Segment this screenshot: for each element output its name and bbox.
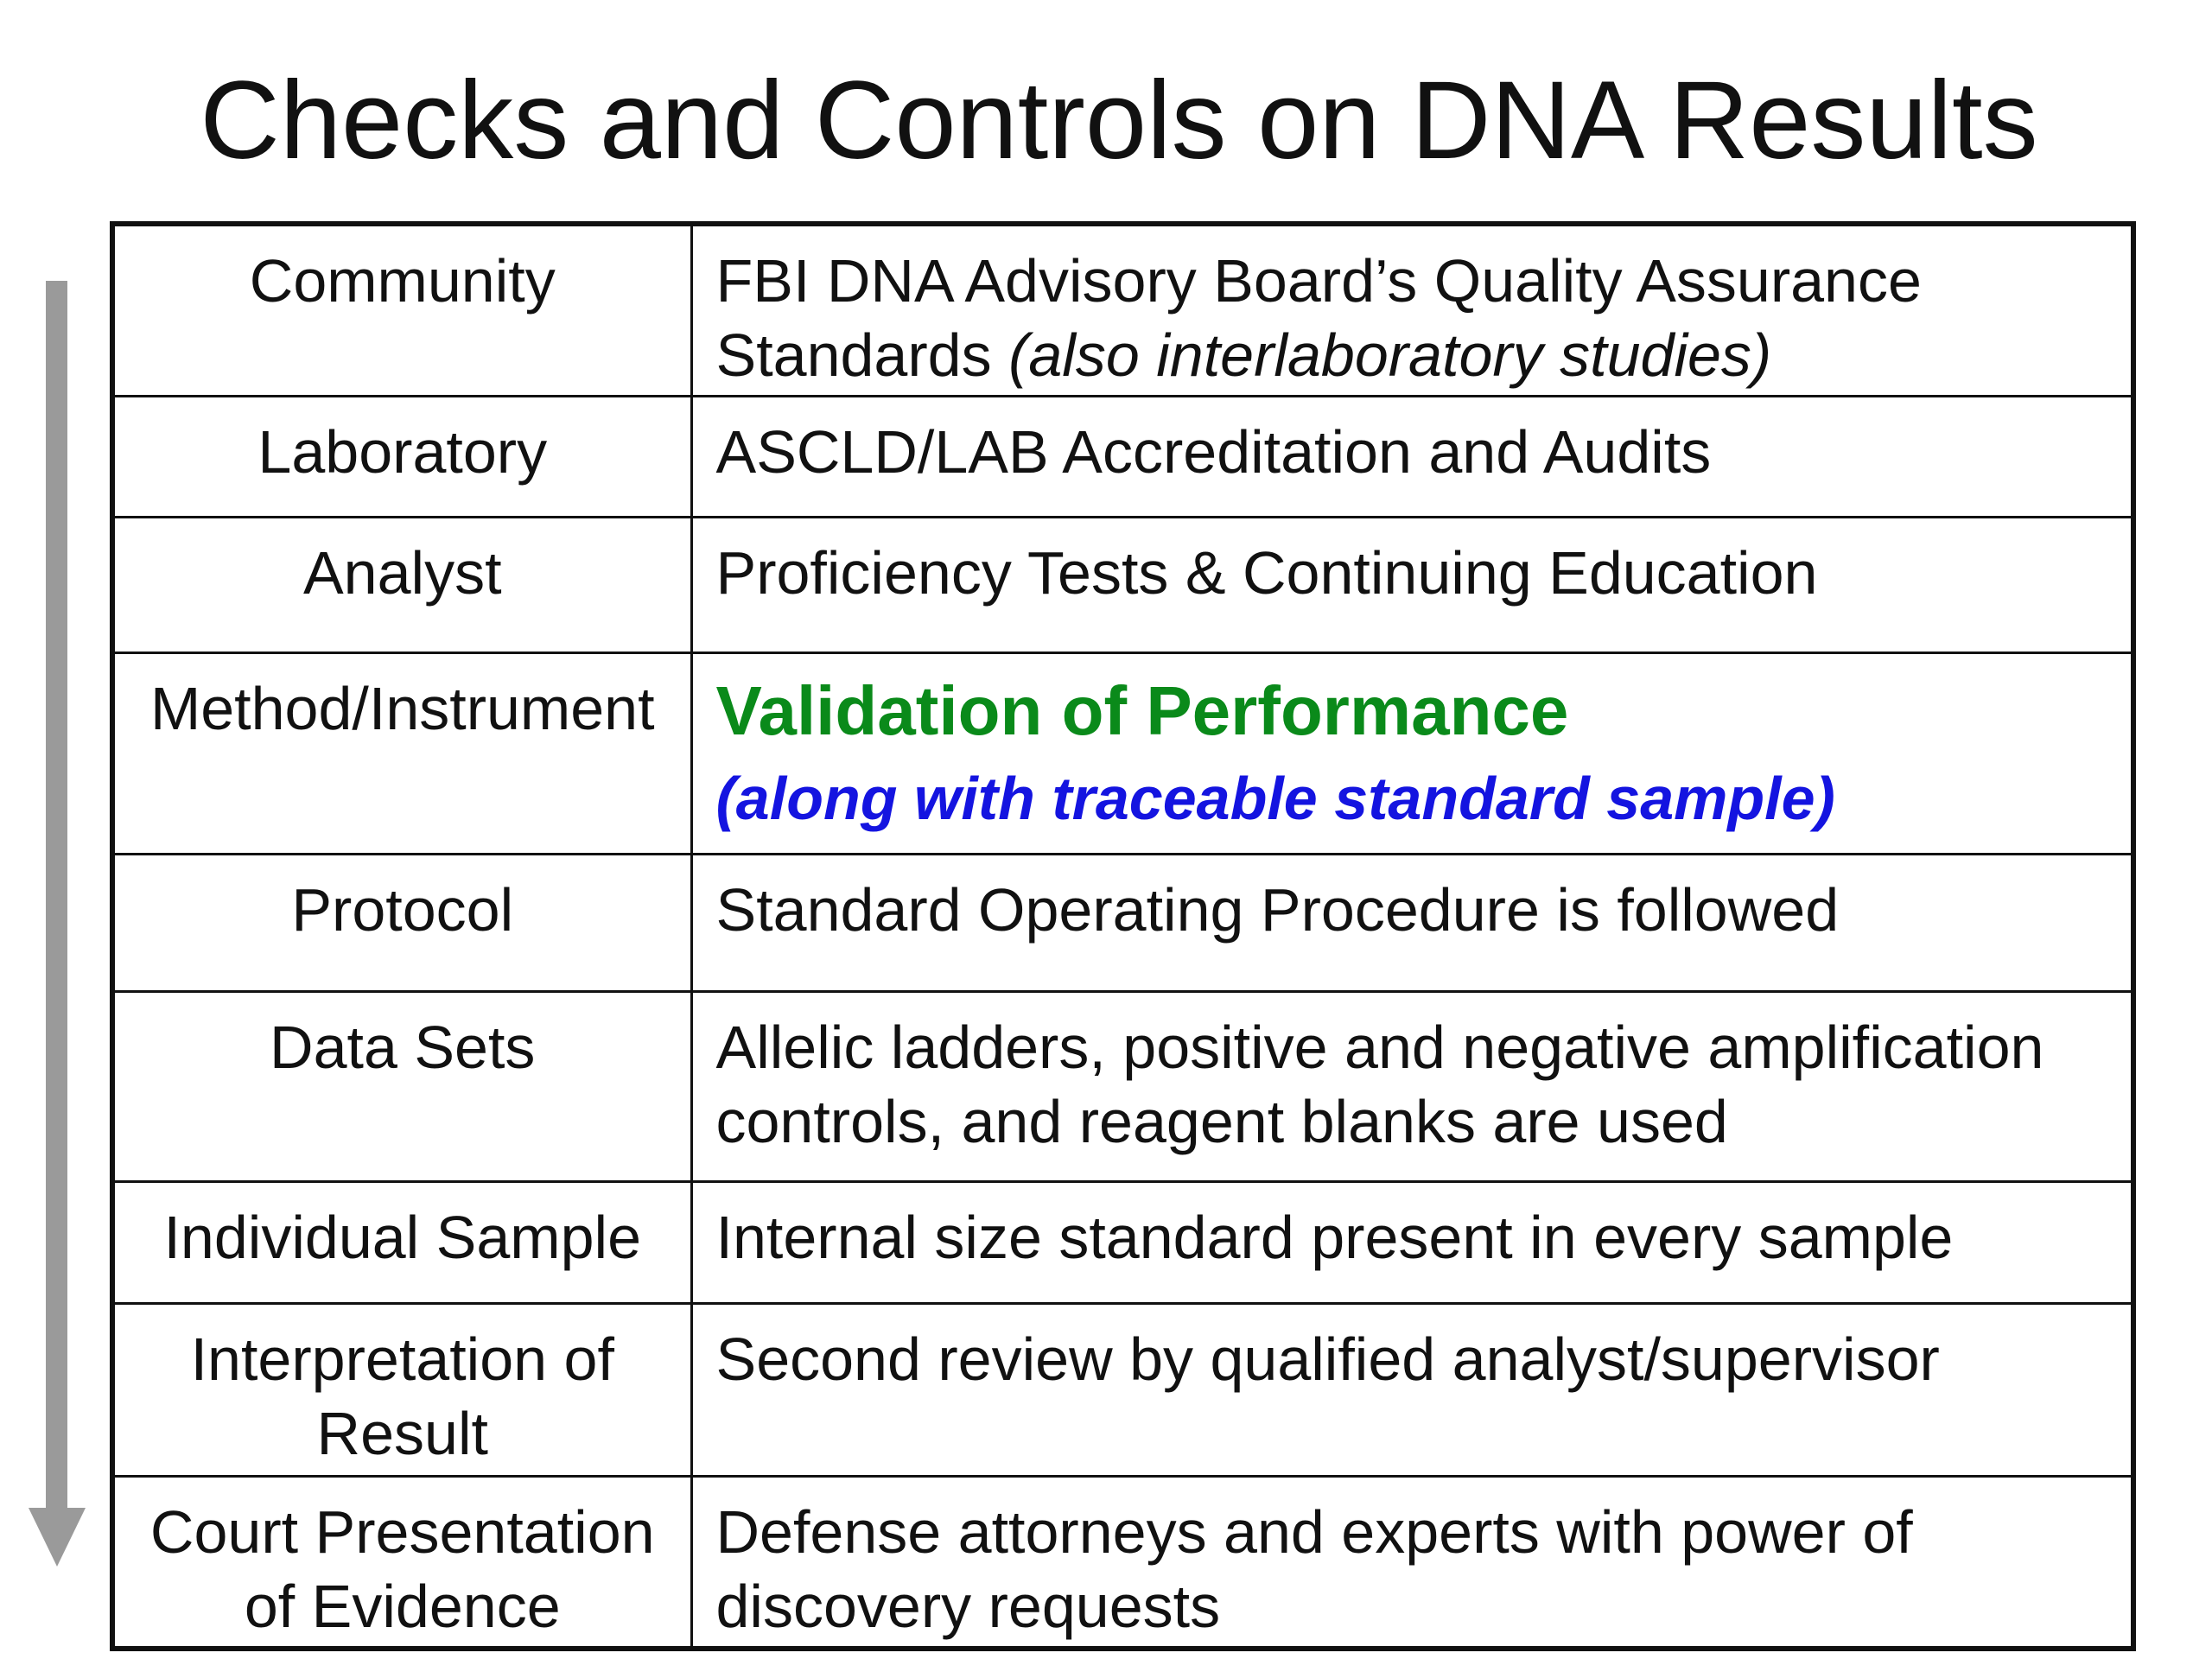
level-cell: Protocol <box>112 854 691 991</box>
control-cell: Standard Operating Procedure is followed <box>691 854 2133 991</box>
level-cell: Community <box>112 224 691 396</box>
control-cell <box>691 224 2133 396</box>
control-cell: Second review by qualified analyst/supervisor <box>691 1303 2133 1476</box>
table-row-method-instrument <box>112 652 2133 854</box>
page-title: Checks and Controls on DNA Results <box>200 59 2038 182</box>
table-row-protocol <box>112 854 2133 991</box>
control-cell: Allelic ladders, positive and negative amplification controls, and reagent blanks are used <box>691 991 2133 1181</box>
highlight-validation: Validation of Performance <box>715 671 1569 749</box>
level-cell: Individual Sample <box>112 1181 691 1303</box>
checks-table <box>110 221 2136 1651</box>
highlight-traceable-note: (along with traceable standard sample) <box>715 764 1835 832</box>
table-row-laboratory <box>112 396 2133 517</box>
table-row-interpretation <box>112 1303 2133 1476</box>
level-cell: Analyst <box>112 517 691 652</box>
table-row-analyst <box>112 517 2133 652</box>
table-row-community <box>112 224 2133 396</box>
level-cell: Laboratory <box>112 396 691 517</box>
level-cell: Data Sets <box>112 991 691 1181</box>
level-cell: Court Presentation of Evidence <box>112 1476 691 1649</box>
table-row-data-sets <box>112 991 2133 1181</box>
control-cell: ASCLD/LAB Accreditation and Audits <box>691 396 2133 517</box>
control-cell: Internal size standard present in every sample <box>691 1181 2133 1303</box>
control-cell: Defense attorneys and experts with power of discovery requests <box>691 1476 2133 1649</box>
down-arrow-shaft <box>46 281 67 1516</box>
level-cell: Interpretation of Result <box>112 1303 691 1476</box>
table-row-court-presentation <box>112 1476 2133 1649</box>
level-cell: Method/Instrument <box>112 652 691 854</box>
control-note: (also interlaboratory studies) <box>1008 321 1772 389</box>
down-arrow-icon <box>29 1508 86 1567</box>
control-cell: Proficiency Tests & Continuing Education <box>691 517 2133 652</box>
table-row-individual-sample <box>112 1181 2133 1303</box>
control-cell <box>691 652 2133 854</box>
control-text: FBI DNA Advisory Board’s Quality Assurance Standards <box>715 247 1922 389</box>
